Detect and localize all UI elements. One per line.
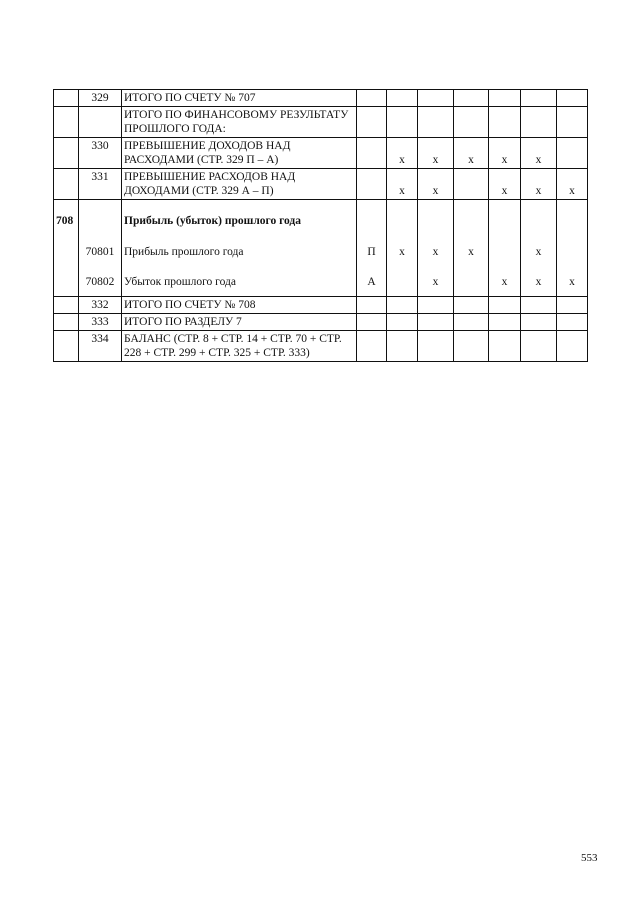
- table-row: [54, 331, 588, 362]
- sign-cell: [357, 200, 387, 237]
- sign-cell: [357, 138, 387, 169]
- table-body: [54, 90, 588, 362]
- section-header-row: [54, 200, 588, 237]
- mark-cell: [489, 107, 521, 138]
- account-code-cell: [54, 297, 79, 314]
- line-name-cell: ИТОГО ПО СЧЕТУ № 708: [122, 297, 357, 314]
- line-name-cell: ИТОГО ПО РАЗДЕЛУ 7: [122, 314, 357, 331]
- mark-cell: [418, 297, 454, 314]
- mark-cell: х: [521, 138, 557, 169]
- mark-cell: [521, 314, 557, 331]
- mark-cell: [557, 138, 588, 169]
- mark-cell: [454, 297, 489, 314]
- mark-cell: [418, 331, 454, 362]
- table-row: [54, 169, 588, 200]
- mark-cell: [521, 200, 557, 237]
- line-number-cell: 70801: [79, 236, 122, 266]
- mark-cell: х: [387, 138, 418, 169]
- mark-cell: х: [489, 169, 521, 200]
- line-name-cell: ИТОГО ПО СЧЕТУ № 707: [122, 90, 357, 107]
- line-number-cell: 331: [79, 169, 122, 200]
- mark-cell: [489, 331, 521, 362]
- mark-cell: [454, 200, 489, 237]
- mark-cell: [454, 314, 489, 331]
- mark-cell: [489, 90, 521, 107]
- mark-cell: [557, 200, 588, 237]
- table-row: [54, 236, 588, 266]
- line-name-cell: ПРЕВЫШЕНИЕ ДОХОДОВ НАД РАСХОДАМИ (СТР. 329 П – А): [122, 138, 357, 169]
- mark-cell: [387, 200, 418, 237]
- mark-cell: [557, 314, 588, 331]
- mark-cell: х: [489, 138, 521, 169]
- table-row: [54, 90, 588, 107]
- mark-cell: [387, 314, 418, 331]
- mark-cell: [521, 107, 557, 138]
- page-number: 553: [581, 852, 598, 864]
- mark-cell: х: [521, 169, 557, 200]
- account-code-cell: [54, 90, 79, 107]
- mark-cell: [387, 331, 418, 362]
- account-code-cell: [54, 266, 79, 297]
- sign-cell: [357, 314, 387, 331]
- sign-cell: [357, 331, 387, 362]
- mark-cell: [454, 169, 489, 200]
- mark-cell: х: [418, 169, 454, 200]
- mark-cell: х: [387, 236, 418, 266]
- mark-cell: х: [557, 266, 588, 297]
- account-code-cell: [54, 236, 79, 266]
- mark-cell: [489, 200, 521, 237]
- section-title-cell: Прибыль (убыток) прошлого года: [122, 200, 357, 237]
- line-name-cell: ИТОГО ПО ФИНАНСОВОМУ РЕЗУЛЬТАТУ ПРОШЛОГО ГОДА:: [122, 107, 357, 138]
- account-code-cell: [54, 107, 79, 138]
- mark-cell: х: [454, 236, 489, 266]
- mark-cell: [387, 90, 418, 107]
- line-number-cell: [79, 107, 122, 138]
- sign-cell: [357, 169, 387, 200]
- line-name-cell: Убыток прошлого года: [122, 266, 357, 297]
- sign-cell: [357, 107, 387, 138]
- mark-cell: х: [557, 169, 588, 200]
- mark-cell: х: [489, 266, 521, 297]
- balance-table: [53, 89, 588, 362]
- mark-cell: [521, 90, 557, 107]
- mark-cell: [489, 314, 521, 331]
- mark-cell: [387, 297, 418, 314]
- mark-cell: [557, 236, 588, 266]
- account-code-cell: [54, 314, 79, 331]
- line-name-cell: Прибыль прошлого года: [122, 236, 357, 266]
- mark-cell: [557, 107, 588, 138]
- mark-cell: [454, 331, 489, 362]
- mark-cell: [454, 107, 489, 138]
- mark-cell: [387, 107, 418, 138]
- mark-cell: х: [454, 138, 489, 169]
- mark-cell: [454, 266, 489, 297]
- table-row: [54, 138, 588, 169]
- account-code-cell: [54, 169, 79, 200]
- sign-cell: А: [357, 266, 387, 297]
- mark-cell: [557, 331, 588, 362]
- mark-cell: [454, 90, 489, 107]
- sign-cell: [357, 90, 387, 107]
- table-row: [54, 266, 588, 297]
- mark-cell: х: [387, 169, 418, 200]
- sign-cell: [357, 297, 387, 314]
- mark-cell: х: [418, 236, 454, 266]
- table-row: [54, 314, 588, 331]
- mark-cell: [521, 331, 557, 362]
- mark-cell: [418, 107, 454, 138]
- mark-cell: х: [521, 236, 557, 266]
- table-row: [54, 297, 588, 314]
- line-number-cell: 334: [79, 331, 122, 362]
- line-number-cell: 332: [79, 297, 122, 314]
- account-code-cell: [54, 331, 79, 362]
- mark-cell: [521, 297, 557, 314]
- line-name-cell: ПРЕВЫШЕНИЕ РАСХОДОВ НАД ДОХОДАМИ (СТР. 329 А – П): [122, 169, 357, 200]
- mark-cell: [557, 90, 588, 107]
- line-number-cell: 329: [79, 90, 122, 107]
- mark-cell: х: [521, 266, 557, 297]
- mark-cell: х: [418, 266, 454, 297]
- section-code-cell: 708: [54, 200, 79, 237]
- mark-cell: [387, 266, 418, 297]
- mark-cell: [418, 90, 454, 107]
- line-number-cell: 330: [79, 138, 122, 169]
- line-number-cell: 333: [79, 314, 122, 331]
- mark-cell: [489, 297, 521, 314]
- account-code-cell: [54, 138, 79, 169]
- table-row: [54, 107, 588, 138]
- sign-cell: П: [357, 236, 387, 266]
- mark-cell: х: [418, 138, 454, 169]
- mark-cell: [418, 200, 454, 237]
- line-number-cell: 70802: [79, 266, 122, 297]
- mark-cell: [418, 314, 454, 331]
- mark-cell: [557, 297, 588, 314]
- line-name-cell: БАЛАНС (СТР. 8 + СТР. 14 + СТР. 70 + СТР. 228 + СТР. 299 + СТР. 325 + СТР. 333): [122, 331, 357, 362]
- line-number-cell: [79, 200, 122, 237]
- mark-cell: [489, 236, 521, 266]
